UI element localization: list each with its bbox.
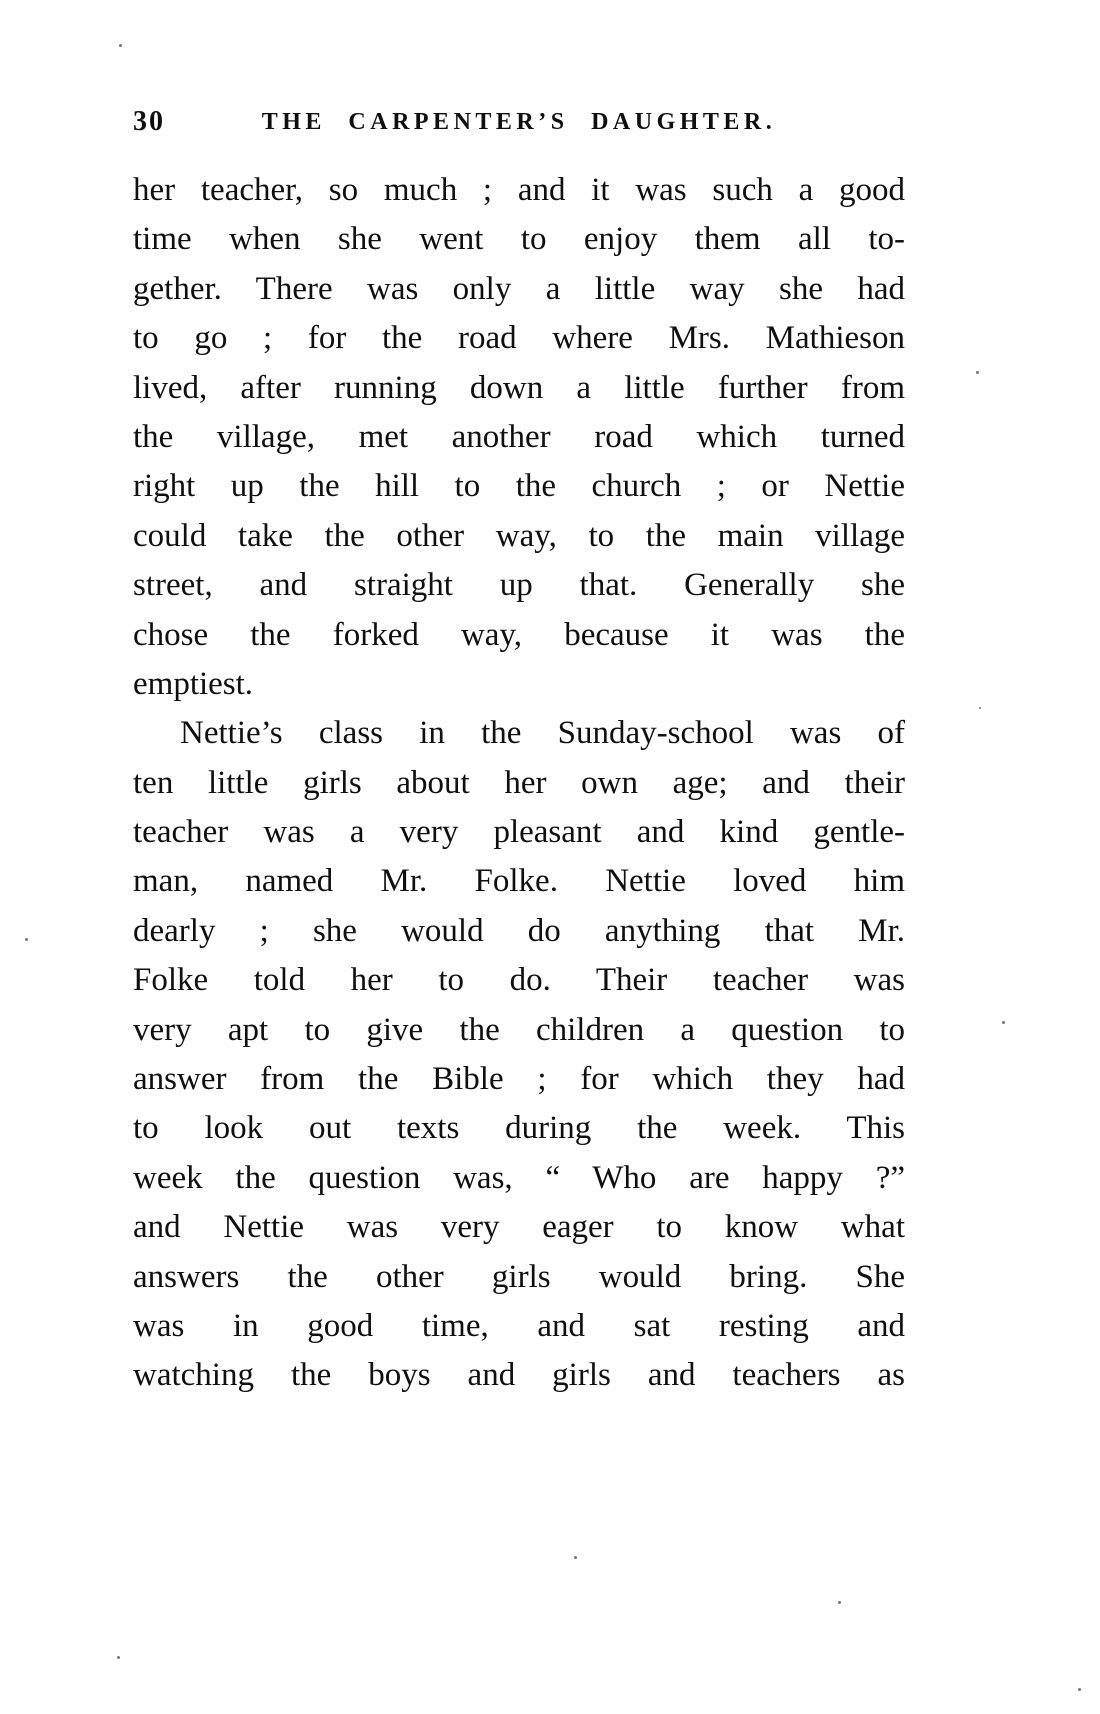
text-line: watching the boys and girls and teachers as	[133, 1357, 905, 1394]
scan-speck	[1078, 1688, 1081, 1691]
text-line: gether. There was only a little way she had	[133, 270, 905, 307]
text-line: week the question was, “ Who are happy ?”	[133, 1159, 905, 1196]
text-line: emptiest.	[133, 665, 254, 702]
scan-speck	[976, 371, 979, 374]
scan-speck	[574, 1556, 577, 1559]
running-title: THE CARPENTER’S DAUGHTER.	[261, 109, 777, 135]
text-line: teacher was a very pleasant and kind gentle-	[133, 814, 905, 851]
scan-speck	[117, 1656, 120, 1659]
text-line: dearly ; she would do anything that Mr.	[133, 912, 905, 949]
scan-speck	[979, 707, 981, 709]
text-line: her teacher, so much ; and it was such a good	[133, 172, 905, 208]
scan-speck	[119, 44, 122, 47]
text-line: Nettie’s class in the Sunday-school was of	[180, 715, 905, 752]
text-line: street, and straight up that. Generally she	[133, 567, 905, 604]
text-line: was in good time, and sat resting and	[133, 1307, 905, 1344]
scan-speck	[25, 938, 28, 941]
text-line: ten little girls about her own age; and their	[133, 764, 905, 801]
text-line: could take the other way, to the main village	[133, 517, 905, 554]
text-line: answers the other girls would bring. She	[133, 1258, 905, 1295]
scan-speck	[1002, 1021, 1005, 1024]
text-line: chose the forked way, because it was the	[133, 616, 905, 653]
text-line: the village, met another road which turned	[133, 418, 905, 455]
text-line: lived, after running down a little further from	[133, 369, 905, 406]
text-line: very apt to give the children a question to	[133, 1011, 905, 1048]
text-line: answer from the Bible ; for which they had	[133, 1061, 905, 1098]
page-number: 30	[133, 106, 165, 137]
text-line: Folke told her to do. Their teacher was	[133, 962, 905, 999]
scan-speck	[838, 1601, 841, 1604]
text-line: time when she went to enjoy them all to-	[133, 221, 905, 258]
text-line: to look out texts during the week. This	[133, 1110, 905, 1147]
text-line: man, named Mr. Folke. Nettie loved him	[133, 863, 905, 900]
text-block	[133, 166, 905, 1401]
page-header	[133, 103, 905, 145]
text-line: right up the hill to the church ; or Nettie	[133, 468, 905, 505]
text-line: and Nettie was very eager to know what	[133, 1209, 905, 1246]
text-line: to go ; for the road where Mrs. Mathieson	[133, 320, 905, 357]
